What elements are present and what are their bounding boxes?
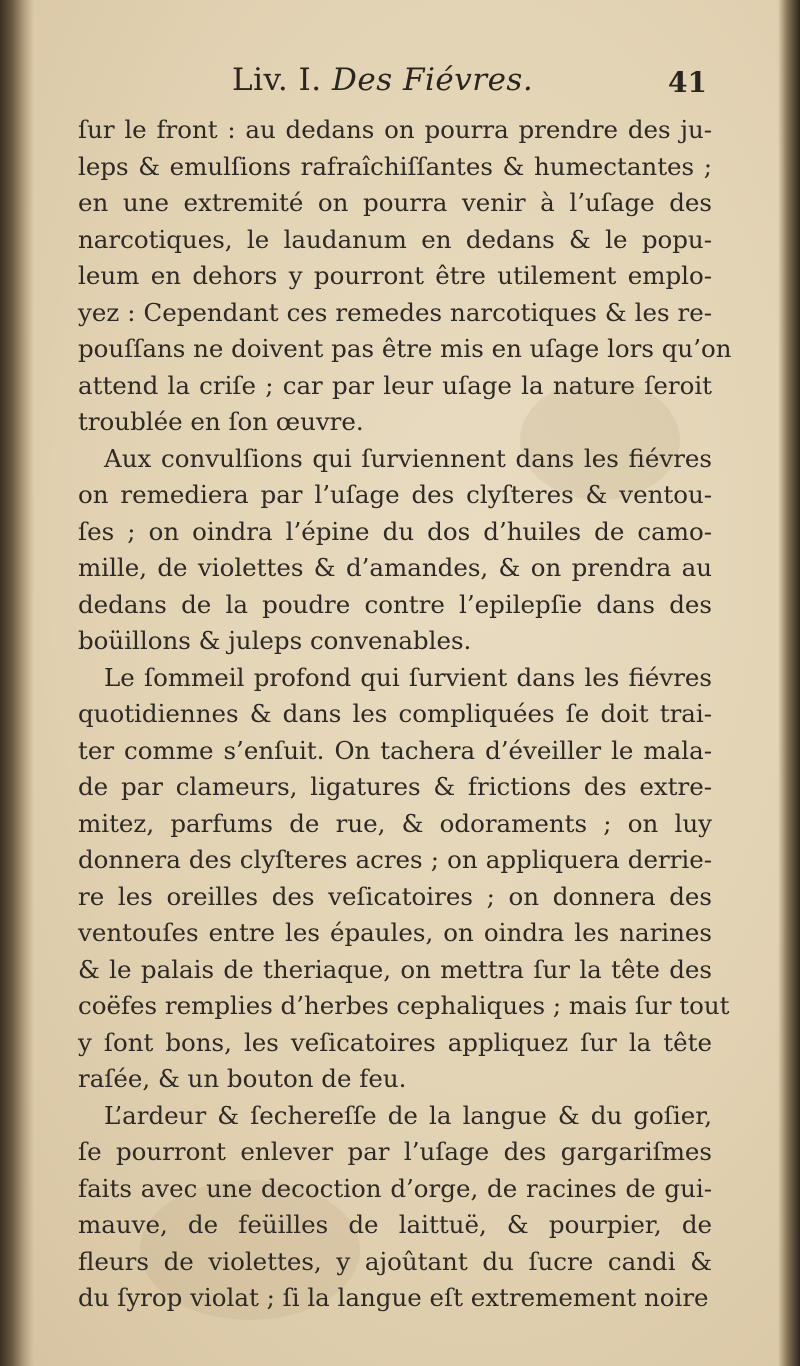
text-line: narcotiques, le laudanum en dedans & le popu- <box>78 224 712 254</box>
text-line: coëfes remplies d’herbes cephaliques ; mais ſur tout <box>78 991 730 1020</box>
text-line: y ſont bons, les veſicatoires appliquez ſur la tête <box>78 1027 712 1057</box>
running-head <box>232 62 533 98</box>
text-line: troublée en ſon œuvre. <box>78 407 364 436</box>
text-line: boüillons & juleps convenables. <box>78 626 472 655</box>
paragraph <box>78 660 730 1098</box>
text-line: raſée, & un bouton de feu. <box>78 1064 407 1093</box>
text-line: ſe pourront enlever par l’uſage des gargariſmes <box>78 1137 712 1166</box>
text-line: dedans de la poudre contre l’epilepſie dans des <box>78 589 712 619</box>
text-line: mitez, parfums de rue, & odoraments ; on luy <box>78 808 712 838</box>
text-line: leps & emulſions rafraîchiſſantes & humectantes ; <box>78 151 712 181</box>
text-line: faits avec une decoction d’orge, de racines de gui- <box>78 1173 712 1203</box>
text-line: on remediera par l’uſage des clyſteres & ventou- <box>78 480 712 509</box>
text-line: pouſſans ne doivent pas être mis en uſage lors qu’on <box>78 334 732 363</box>
text-line: ſes ; on oindra l’épine du dos d’huiles de camo- <box>78 516 712 546</box>
paragraph <box>78 112 732 441</box>
text-line: quotidiennes & dans les compliquées ſe doit trai- <box>78 699 712 728</box>
text-line: mille, de violettes & d’amandes, & on prendra au <box>78 553 712 582</box>
text-line: de par clameurs, ligatures & frictions des extre- <box>78 772 712 801</box>
text-line: ter comme s’enſuit. On tachera d’éveiller le mala- <box>78 735 712 765</box>
paragraph <box>78 1098 712 1317</box>
running-head-title: Des Fiévres. <box>332 62 534 98</box>
body-text <box>78 112 732 1317</box>
page-header <box>0 62 800 112</box>
text-line: attend la criſe ; car par leur uſage la nature ſeroit <box>78 370 712 400</box>
text-line: & le palais de theriaque, on mettra ſur la tête des <box>78 954 712 984</box>
text-line: fleurs de violettes, y ajoûtant du ſucre candi & <box>78 1246 712 1276</box>
text-line: en une extremité on pourra venir à l’uſage des <box>78 188 712 217</box>
page-edge-shadow <box>778 0 800 1366</box>
text-line: mauve, de feüilles de laittuë, & pourpier, de <box>78 1210 712 1239</box>
text-line: Aux convulſions qui ſurviennent dans les fiévres <box>104 443 712 473</box>
running-head-book: Liv. I. <box>232 62 322 98</box>
page-number: 41 <box>668 66 707 99</box>
text-line: du ſyrop violat ; ſi la langue eſt extremement noire <box>78 1283 709 1312</box>
text-line: donnera des clyſteres acres ; on appliquera derrie- <box>78 845 712 874</box>
text-line: leum en dehors y pourront être utilement emplo- <box>78 261 712 290</box>
text-line: ventouſes entre les épaules, on oindra les narines <box>78 918 712 947</box>
text-line: Le ſommeil profond qui ſurvient dans les fiévres <box>104 662 712 692</box>
text-line: yez : Cependant ces remedes narcotiques & les re- <box>78 297 712 327</box>
text-line: re les oreilles des veſicatoires ; on donnera des <box>78 881 712 911</box>
text-line: ſur le front : au dedans on pourra prendre des ju- <box>78 115 712 144</box>
page-binding-shadow <box>0 0 34 1366</box>
text-line: L’ardeur & ſechereſſe de la langue & du goſier, <box>104 1100 712 1130</box>
paragraph <box>78 441 712 660</box>
